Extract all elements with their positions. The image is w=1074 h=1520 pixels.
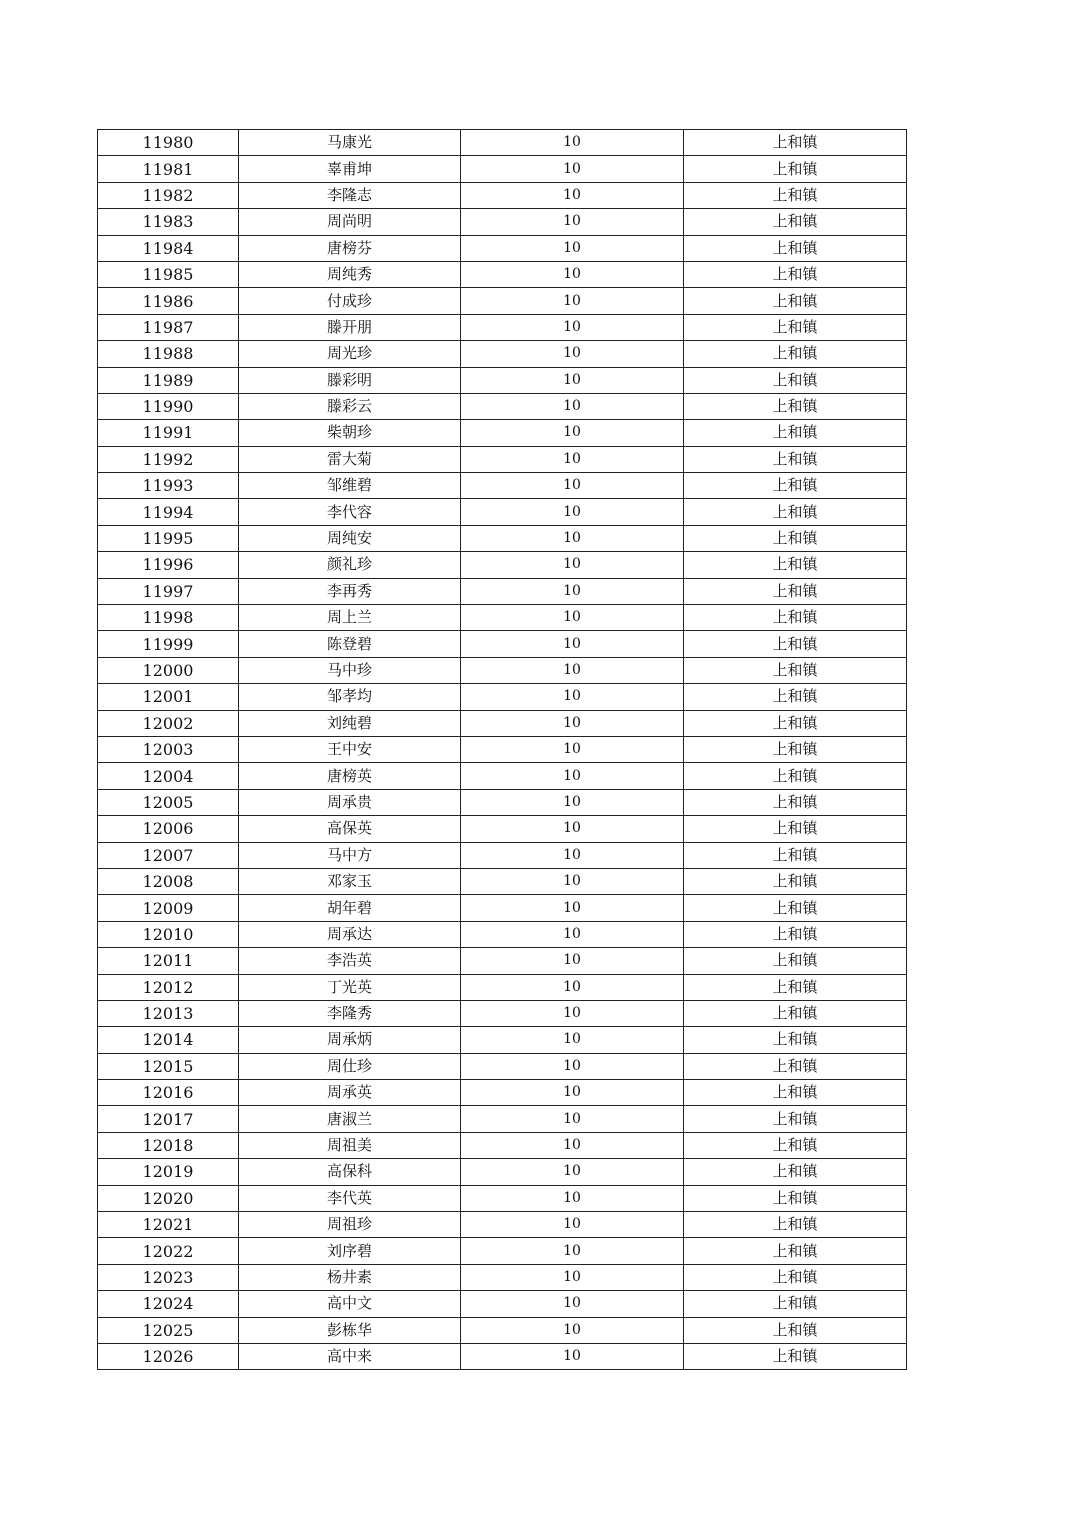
cell-amount: 10 xyxy=(461,420,684,446)
cell-amount: 10 xyxy=(461,552,684,578)
cell-amount: 10 xyxy=(461,789,684,815)
table-row xyxy=(98,816,907,842)
cell-amount: 10 xyxy=(461,341,684,367)
cell-amount: 10 xyxy=(461,499,684,525)
cell-name: 陈登碧 xyxy=(239,631,461,657)
table-row xyxy=(98,552,907,578)
cell-id: 11986 xyxy=(98,288,239,314)
cell-amount: 10 xyxy=(461,1080,684,1106)
cell-name: 滕开朋 xyxy=(239,314,461,340)
table-row xyxy=(98,446,907,472)
cell-town: 上和镇 xyxy=(684,1238,907,1264)
cell-town: 上和镇 xyxy=(684,156,907,182)
cell-name: 杨井素 xyxy=(239,1264,461,1290)
table-row xyxy=(98,868,907,894)
cell-town: 上和镇 xyxy=(684,446,907,472)
cell-name: 雷大菊 xyxy=(239,446,461,472)
cell-amount: 10 xyxy=(461,1159,684,1185)
cell-town: 上和镇 xyxy=(684,367,907,393)
cell-id: 12001 xyxy=(98,684,239,710)
cell-name: 周承英 xyxy=(239,1080,461,1106)
cell-name: 唐淑兰 xyxy=(239,1106,461,1132)
table-row xyxy=(98,1343,907,1369)
cell-id: 12020 xyxy=(98,1185,239,1211)
table-row xyxy=(98,1212,907,1238)
cell-town: 上和镇 xyxy=(684,1264,907,1290)
table-row xyxy=(98,1291,907,1317)
cell-amount: 10 xyxy=(461,235,684,261)
table-row xyxy=(98,182,907,208)
cell-name: 周尚明 xyxy=(239,209,461,235)
cell-town: 上和镇 xyxy=(684,974,907,1000)
cell-amount: 10 xyxy=(461,473,684,499)
table-row xyxy=(98,235,907,261)
cell-name: 周祖珍 xyxy=(239,1212,461,1238)
cell-name: 高中文 xyxy=(239,1291,461,1317)
table-row xyxy=(98,288,907,314)
cell-name: 高中来 xyxy=(239,1343,461,1369)
cell-town: 上和镇 xyxy=(684,605,907,631)
table-row xyxy=(98,1027,907,1053)
cell-town: 上和镇 xyxy=(684,1291,907,1317)
table-row xyxy=(98,1264,907,1290)
cell-name: 王中安 xyxy=(239,736,461,762)
cell-amount: 10 xyxy=(461,393,684,419)
table-row xyxy=(98,1238,907,1264)
cell-town: 上和镇 xyxy=(684,1343,907,1369)
cell-town: 上和镇 xyxy=(684,473,907,499)
cell-town: 上和镇 xyxy=(684,657,907,683)
cell-amount: 10 xyxy=(461,1343,684,1369)
cell-amount: 10 xyxy=(461,921,684,947)
cell-town: 上和镇 xyxy=(684,1159,907,1185)
cell-amount: 10 xyxy=(461,525,684,551)
cell-id: 11996 xyxy=(98,552,239,578)
table-row xyxy=(98,393,907,419)
table-row xyxy=(98,367,907,393)
cell-town: 上和镇 xyxy=(684,1317,907,1343)
cell-amount: 10 xyxy=(461,1053,684,1079)
cell-town: 上和镇 xyxy=(684,1000,907,1026)
cell-name: 滕彩明 xyxy=(239,367,461,393)
cell-id: 12012 xyxy=(98,974,239,1000)
table-row xyxy=(98,1106,907,1132)
cell-amount: 10 xyxy=(461,209,684,235)
cell-town: 上和镇 xyxy=(684,393,907,419)
table-row xyxy=(98,736,907,762)
cell-town: 上和镇 xyxy=(684,1212,907,1238)
table-row xyxy=(98,1185,907,1211)
cell-id: 11990 xyxy=(98,393,239,419)
cell-name: 马中方 xyxy=(239,842,461,868)
cell-id: 11999 xyxy=(98,631,239,657)
cell-id: 12002 xyxy=(98,710,239,736)
cell-name: 付成珍 xyxy=(239,288,461,314)
cell-id: 12003 xyxy=(98,736,239,762)
cell-name: 滕彩云 xyxy=(239,393,461,419)
table-row xyxy=(98,842,907,868)
cell-name: 胡年碧 xyxy=(239,895,461,921)
cell-id: 11997 xyxy=(98,578,239,604)
cell-amount: 10 xyxy=(461,130,684,156)
cell-amount: 10 xyxy=(461,1132,684,1158)
cell-amount: 10 xyxy=(461,156,684,182)
cell-amount: 10 xyxy=(461,763,684,789)
cell-name: 周纯安 xyxy=(239,525,461,551)
cell-name: 周承达 xyxy=(239,921,461,947)
cell-name: 周承贵 xyxy=(239,789,461,815)
cell-town: 上和镇 xyxy=(684,631,907,657)
cell-amount: 10 xyxy=(461,895,684,921)
table-row xyxy=(98,130,907,156)
cell-amount: 10 xyxy=(461,1185,684,1211)
cell-amount: 10 xyxy=(461,816,684,842)
cell-amount: 10 xyxy=(461,1264,684,1290)
cell-id: 12017 xyxy=(98,1106,239,1132)
table-row xyxy=(98,261,907,287)
table-row xyxy=(98,789,907,815)
table-row xyxy=(98,1080,907,1106)
cell-id: 12021 xyxy=(98,1212,239,1238)
cell-amount: 10 xyxy=(461,578,684,604)
cell-amount: 10 xyxy=(461,605,684,631)
cell-id: 11995 xyxy=(98,525,239,551)
cell-id: 12025 xyxy=(98,1317,239,1343)
table-row xyxy=(98,710,907,736)
cell-town: 上和镇 xyxy=(684,420,907,446)
table-row xyxy=(98,341,907,367)
cell-town: 上和镇 xyxy=(684,341,907,367)
cell-amount: 10 xyxy=(461,1027,684,1053)
cell-amount: 10 xyxy=(461,631,684,657)
cell-id: 11981 xyxy=(98,156,239,182)
cell-id: 11983 xyxy=(98,209,239,235)
cell-name: 李隆志 xyxy=(239,182,461,208)
cell-town: 上和镇 xyxy=(684,261,907,287)
cell-name: 周纯秀 xyxy=(239,261,461,287)
cell-id: 11988 xyxy=(98,341,239,367)
cell-town: 上和镇 xyxy=(684,948,907,974)
table-row xyxy=(98,314,907,340)
cell-id: 12023 xyxy=(98,1264,239,1290)
cell-amount: 10 xyxy=(461,1317,684,1343)
cell-amount: 10 xyxy=(461,710,684,736)
cell-id: 11993 xyxy=(98,473,239,499)
cell-id: 11984 xyxy=(98,235,239,261)
cell-id: 12016 xyxy=(98,1080,239,1106)
table-row xyxy=(98,948,907,974)
table-row xyxy=(98,420,907,446)
cell-amount: 10 xyxy=(461,314,684,340)
cell-name: 李隆秀 xyxy=(239,1000,461,1026)
table-row xyxy=(98,499,907,525)
cell-name: 周仕珍 xyxy=(239,1053,461,1079)
cell-name: 刘序碧 xyxy=(239,1238,461,1264)
cell-id: 12024 xyxy=(98,1291,239,1317)
cell-town: 上和镇 xyxy=(684,314,907,340)
cell-id: 12006 xyxy=(98,816,239,842)
cell-id: 12009 xyxy=(98,895,239,921)
cell-town: 上和镇 xyxy=(684,499,907,525)
cell-id: 12013 xyxy=(98,1000,239,1026)
table-row xyxy=(98,156,907,182)
cell-amount: 10 xyxy=(461,868,684,894)
cell-name: 马康光 xyxy=(239,130,461,156)
cell-amount: 10 xyxy=(461,736,684,762)
cell-name: 唐榜芬 xyxy=(239,235,461,261)
cell-name: 邹孝均 xyxy=(239,684,461,710)
cell-amount: 10 xyxy=(461,367,684,393)
cell-town: 上和镇 xyxy=(684,736,907,762)
table-row xyxy=(98,763,907,789)
cell-amount: 10 xyxy=(461,1238,684,1264)
cell-amount: 10 xyxy=(461,261,684,287)
cell-town: 上和镇 xyxy=(684,1080,907,1106)
cell-town: 上和镇 xyxy=(684,209,907,235)
cell-amount: 10 xyxy=(461,1212,684,1238)
cell-id: 11992 xyxy=(98,446,239,472)
table-row xyxy=(98,657,907,683)
cell-name: 周祖美 xyxy=(239,1132,461,1158)
cell-id: 12004 xyxy=(98,763,239,789)
table-row xyxy=(98,684,907,710)
table-row xyxy=(98,525,907,551)
cell-id: 12018 xyxy=(98,1132,239,1158)
cell-name: 马中珍 xyxy=(239,657,461,683)
cell-id: 12022 xyxy=(98,1238,239,1264)
cell-town: 上和镇 xyxy=(684,684,907,710)
cell-id: 12011 xyxy=(98,948,239,974)
cell-id: 11987 xyxy=(98,314,239,340)
cell-town: 上和镇 xyxy=(684,288,907,314)
cell-id: 12019 xyxy=(98,1159,239,1185)
cell-amount: 10 xyxy=(461,948,684,974)
cell-town: 上和镇 xyxy=(684,921,907,947)
cell-name: 邓家玉 xyxy=(239,868,461,894)
cell-name: 高保科 xyxy=(239,1159,461,1185)
table-row xyxy=(98,578,907,604)
table-row xyxy=(98,895,907,921)
table-row xyxy=(98,1000,907,1026)
cell-id: 11998 xyxy=(98,605,239,631)
table-row xyxy=(98,1159,907,1185)
cell-id: 12007 xyxy=(98,842,239,868)
cell-name: 邹维碧 xyxy=(239,473,461,499)
cell-name: 唐榜英 xyxy=(239,763,461,789)
cell-name: 周上兰 xyxy=(239,605,461,631)
cell-town: 上和镇 xyxy=(684,1027,907,1053)
cell-name: 高保英 xyxy=(239,816,461,842)
cell-name: 刘纯碧 xyxy=(239,710,461,736)
cell-town: 上和镇 xyxy=(684,1053,907,1079)
cell-amount: 10 xyxy=(461,684,684,710)
cell-town: 上和镇 xyxy=(684,525,907,551)
cell-name: 柴朝珍 xyxy=(239,420,461,446)
cell-name: 丁光英 xyxy=(239,974,461,1000)
cell-town: 上和镇 xyxy=(684,182,907,208)
cell-town: 上和镇 xyxy=(684,1185,907,1211)
cell-id: 12005 xyxy=(98,789,239,815)
cell-amount: 10 xyxy=(461,1291,684,1317)
cell-town: 上和镇 xyxy=(684,552,907,578)
cell-id: 11980 xyxy=(98,130,239,156)
cell-amount: 10 xyxy=(461,446,684,472)
cell-amount: 10 xyxy=(461,842,684,868)
cell-name: 颜礼珍 xyxy=(239,552,461,578)
cell-name: 周承炳 xyxy=(239,1027,461,1053)
cell-name: 李代容 xyxy=(239,499,461,525)
cell-id: 11991 xyxy=(98,420,239,446)
cell-id: 12026 xyxy=(98,1343,239,1369)
cell-id: 11994 xyxy=(98,499,239,525)
cell-name: 李代英 xyxy=(239,1185,461,1211)
roster-table-body xyxy=(98,130,907,1370)
cell-name: 辜甫坤 xyxy=(239,156,461,182)
table-row xyxy=(98,209,907,235)
table-row xyxy=(98,974,907,1000)
cell-amount: 10 xyxy=(461,657,684,683)
cell-town: 上和镇 xyxy=(684,578,907,604)
roster-table xyxy=(97,129,907,1370)
cell-name: 李再秀 xyxy=(239,578,461,604)
cell-town: 上和镇 xyxy=(684,710,907,736)
cell-town: 上和镇 xyxy=(684,842,907,868)
table-row xyxy=(98,921,907,947)
cell-id: 12008 xyxy=(98,868,239,894)
cell-id: 12000 xyxy=(98,657,239,683)
table-row xyxy=(98,1317,907,1343)
table-row xyxy=(98,631,907,657)
cell-town: 上和镇 xyxy=(684,763,907,789)
cell-town: 上和镇 xyxy=(684,789,907,815)
cell-id: 12010 xyxy=(98,921,239,947)
cell-name: 李浩英 xyxy=(239,948,461,974)
cell-name: 彭栋华 xyxy=(239,1317,461,1343)
cell-id: 12015 xyxy=(98,1053,239,1079)
table-row xyxy=(98,1132,907,1158)
cell-name: 周光珍 xyxy=(239,341,461,367)
table-row xyxy=(98,605,907,631)
table-row xyxy=(98,473,907,499)
cell-town: 上和镇 xyxy=(684,868,907,894)
cell-amount: 10 xyxy=(461,288,684,314)
table-row xyxy=(98,1053,907,1079)
cell-town: 上和镇 xyxy=(684,1106,907,1132)
cell-amount: 10 xyxy=(461,1106,684,1132)
cell-id: 12014 xyxy=(98,1027,239,1053)
cell-id: 11985 xyxy=(98,261,239,287)
cell-id: 11989 xyxy=(98,367,239,393)
cell-id: 11982 xyxy=(98,182,239,208)
cell-amount: 10 xyxy=(461,974,684,1000)
cell-town: 上和镇 xyxy=(684,1132,907,1158)
cell-town: 上和镇 xyxy=(684,235,907,261)
cell-town: 上和镇 xyxy=(684,130,907,156)
cell-town: 上和镇 xyxy=(684,895,907,921)
cell-town: 上和镇 xyxy=(684,816,907,842)
cell-amount: 10 xyxy=(461,182,684,208)
cell-amount: 10 xyxy=(461,1000,684,1026)
